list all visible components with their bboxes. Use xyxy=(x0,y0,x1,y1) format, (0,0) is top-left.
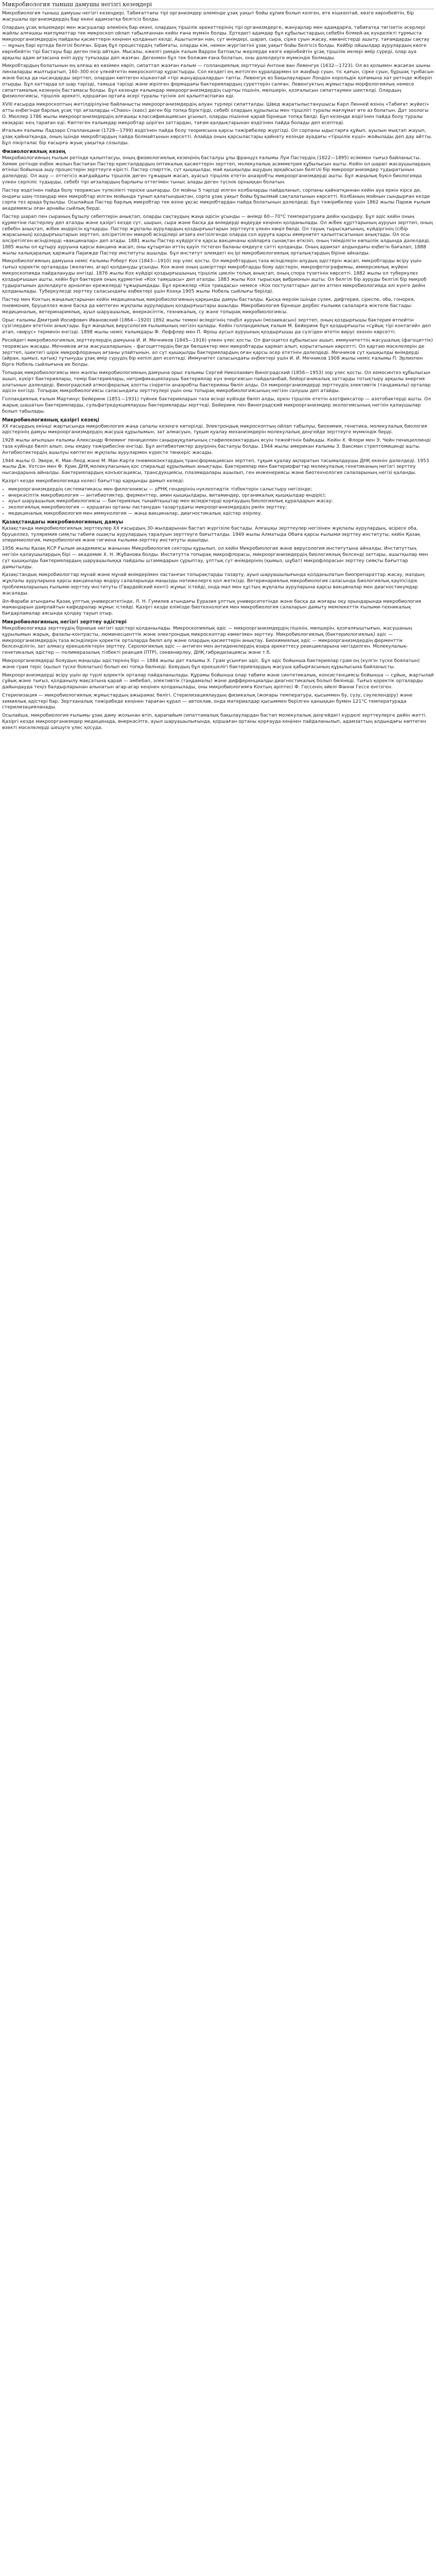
paragraph: Микроорганизмдерді өсіру үшін әр түрлі қоректік орталар пайдаланылады. Құрамы бойынша олар табиғи және синтетикалық, консистенциясы бойынша — сұйық, жартылай сұйық және тығыз, қолданылу мақсатына қарай — әмбебап, элективтік (таңдамалы) және дифференциалды-диагностикалық болып бөлінеді. Тығыз қоректік орталарды дайындауда теңіз балдырларынан алынатын агар-агар кеңінен қолданылады, оны микробиологияға Кохтың әріптесі Ф. Гессенің әйелі Фанни Гессе енгізген. xyxy=(2,672,434,690)
paragraph: 1956 жылы Қазақ КСР Ғылым академиясы жанынан Микробиология секторы құрылып, ол кейін Микробиология және вирусология институтына айналды. Институттың негізін қалаушылардың бірі — академик Х. Н. Жұбанова болды. Институтта топырақ микрофлорасы, микроорганизмдердің биологиялық белсенді заттары, ашытқылар мен сүт қышқылды бактериялардың шаруашылыққа пайдалы штаммдарын сұрыптау, ұлттық сүт өнімдерінің (қымыз, шұбат) микрофлорасын зерттеу сияқты бағыттар дамытылды. xyxy=(2,546,428,570)
paragraph: Топырақ микробиологиясы мен жалпы микробиологияның дамуына орыс ғалымы Сергей Николаевич Виноградский (1856—1953) зор үлес қосты. Ол хемосинтез құбылысын ашып, күкірт бактериялары, темір бактериялары, нитрификациялаушы бактериялар күн энергиясын пайдаланбай, бейорганикалық заттарды тотықтыру арқылы энергия алатынын дәлелдеді. Виноградский атмосфералық азотты сіңіретін анаэробты бактерияны бөліп алды. Ол микроорганизмдерді зерттеудің элективтік (таңдамалы) орталар әдісін енгізді. Топырақ микробиологиясы саласындағы зерттеулері үшін оны топырақ микробиологиясының негізін салушы деп атайды. xyxy=(2,370,431,394)
paragraph: Орыс ғалымы Дмитрий Иосифович Ивановский (1864—1920) 1892 жылы темекі өсімдігінің теңбіл ауруын (мозаикасын) зерттеп, оның қоздырғышы бактерия өтпейтін сүзгілерден өтетінін анықтады. Бұл жаңалық вирусология ғылымының негізін қалады. Кейін голландиялық ғалым М. Бейеринк бұл қоздырғышты «сұйық тірі контагий» деп атап, «вирус» терминін енгізді. 1898 жылы неміс ғалымдары Ф. Леффлер мен П. Фрош аусыл ауруының қоздырғышы да сүзгіден өтетін вирус екенін көрсетті. xyxy=(2,317,431,335)
paragraph: 1928 жылы ағылшын ғалымы Александр Флеминг пенициллин саңырауқұлағының стафилококктардың өсуін тежейтінін байқады. Кейін Х. Флори мен Э. Чейн пенициллинді таза күйінде бөліп алып, оны емдеу тәжірибесіне енгізді. Бұл антибиотиктер дәуірінің басталуы болды. 1944 жылы американ ғалымы З. Ваксман стрептомицинді ашты. Антибиотиктердің ашылуы көптеген жұқпалы аурулармен күресте төңкеріс жасады. xyxy=(2,438,431,455)
section-heading: Физиологиялық кезең xyxy=(2,148,66,155)
paragraph: 1944 жылы О. Эвери, К. Мак-Леод және М. Мак-Карти пневмококктардың трансформациясын зерттеп, тұқым қуалау ақпаратын тасымалдаушы ДНҚ екенін дәлелдеді. 1953 жылы Дж. Уотсон мен Ф. Крик ДНҚ молекуласының қос спиральді құрылымын анықтады. Бактериялар мен бактериофагтар молекулалық генетиканың негізгі зерттеу нысандарына айналды. Бактериялардың конъюгациясы, трансдукциясы, плазмидалары ашылып, ген инженериясы және биотехнология салаларының негізі қаланды. xyxy=(2,458,429,476)
paragraph: Микробиологияда зерттеудің бірнеше негізгі әдістері қолданылады. Микроскопиялық әдіс — микроорганизмдердің пішінін, мөлшерін, қозғалғыштығын, жасушаның құрылымын жарық, фазалы-контрасты, люминесценттік және электрондық микроскоптар көмегімен зерттеу. Микробиологиялық (бактериологиялық) әдіс — микроорганизмдердің таза өсінділерін қоректік орталарда бөліп алу және олардың қасиеттерін анықтау. Биохимиялық әдіс — микроорганизмдердің ферменттік белсенділігін, зат алмасу ерекшеліктерін зерттеу. Серологиялық әдіс — антиген мен антиденелердің өзара әрекеттесу реакцияларына негізделген. Молекулалық-генетикалық әдістер — полимеразалық тізбекті реакция (ПТР), секвенирлеу, ДНҚ гибридизациясы және т.б. xyxy=(2,625,412,656)
section-heading: Микробиологияның негізгі зерттеу әдістері xyxy=(2,619,127,625)
paragraph: Қазақстанда микробиологиялық зерттеулер XX ғасырдың 30-жылдарынан бастап жүргізіле бастады. Алғашқы зерттеулер негізінен жұқпалы аурулардың, әсіресе оба, бруцеллез, туляремия сияқты табиғи ошақты аурулардың таралуын зерттеуге бағытталды. 1949 жылы Алматыда Обаға қарсы ғылыми-зерттеу институты, кейін Қазақ эпидемиология, микробиология және гигиена ғылыми-зерттеу институты ашылды. xyxy=(2,526,421,544)
article-body xyxy=(2,11,434,732)
paragraph: Осылайша, микробиология ғылымы ұзақ даму жолынан өтіп, қарапайым сипаттамалық бақылаулардан бастап молекулалық деңгейдегі күрделі зерттеулерге дейін жетті. Қазіргі кезде микроорганизмдер медицинада, өнеркәсіпте, ауыл шаруашылығында, қоршаған ортаны қорғауда кеңінен пайдаланылып, адамзаттың алдындағы көптеген өзекті мәселелерді шешуге үлес қосуда. xyxy=(2,713,427,731)
list-item: • медициналық микробиология мен иммунология — жаңа вакциналар, диагностикалық әдістер әзірлеу. xyxy=(8,511,434,517)
paragraph: Микробтардың болатынын ең алғаш өз көзімен көріп, сипаттап жазған ғалым — голландиялық зерттеуші Антони ван Левенгук (1632—1723). Ол өз қолымен жасаған шыны линзаларды жылтыратып, 160–300 есе үлкейтетін микроскоптар құрастырды. Сол кездегі ең жетілген құралдармен ол жаңбыр суын, тіс қағын, сірке суын, бұршақ тұнбасын және басқа да нысандарды зерттеп, олардан көптеген кішкентай «тірі жануаршаларды» тапты. Левенгук өз бақылауларын Лондон корольдік қоғамына хат ретінде жіберіп отырды. Бұл хаттарда ол шар тәрізді, таяқша тәрізді және иірілген формадағы бактериялардың суреттерін салған. Левенгуктың жұмыстары морфологиялық немесе сипаттамалық кезеңнің бастамасы болды. Бұл кезеңде ғалымдар микроорганизмдердің сыртқы пішінін, мөлшерін, қозғалысын сипаттаумен шектелді. Олардың физиологиясы, тіршілік әрекеті, қоршаған ортаға әсері туралы түсінік әлі қалыптаспаған еді. xyxy=(2,63,434,99)
paragraph: Микроорганизмдерді бояудың маңызды әдістерінің бірі — 1884 жылы дат ғалымы Х. Грам ұсынған әдіс. Бұл әдіс бойынша бактериялар грам оң (күлгін түске боялатын) және грам теріс (қызыл түске боялатын) болып екі топқа бөлінеді. Бояудың бұл ерекшелігі бактериялардың жасуша қабырғасының құрылысына байланысты. xyxy=(2,658,420,670)
article xyxy=(0,0,436,737)
list-item: • экологиялық микробиология — қоршаған ортаны ластанудан тазартудағы микроорганизмдердің рөлін зерттеу; xyxy=(8,505,434,511)
paragraph: Ресейдегі микробиологиялық зерттеулердің дамуына И. И. Мечников (1845—1916) үлкен үлес қосты. Ол фагоцитоз құбылысын ашып, иммунитеттің жасушалық (фагоциттік) теориясын жасады. Мечников ағза жасушаларының – фагоциттердің бөгде бөлшектер мен микробтарды қармап алып, қорытатынын көрсетті. Ол қартаю мәселелерін де зерттеп, ішектегі шірік микрофлораның ағзаны улайтынын, ал сүт қышқылды бактериялардың оған қарсы әсер ететінін дәлелдеді. Мечников сүт қышқылды өнімдерді (айран, қымыз, қатық) тұтынуды ұзақ өмір сүрудің бір кепілі деп есептеді. Иммунитет саласындағы еңбектері үшін И. И. Мечников 1908 жылы неміс ғалымы П. Эрлихпен бірге Нобель сыйлығына ие болды. xyxy=(2,338,433,368)
section-heading: Қазақстандағы микробиологияның дамуы xyxy=(2,519,124,525)
paragraph: Қазақстандық микробиологтар мұнай және мұнай өнімдерімен ластанған топырақтарды тазарту, ауыл шаруашылығында қолданылатын биопрепараттар жасау, малдың жұқпалы ауруларына қарсы вакциналар өндіру салаларында маңызды нәтижелерге қол жеткізді. Ветеринариялық микробиология саласында Биологиялық қауіпсіздік проблемаларының ғылыми-зерттеу институты (Гвардейский кенті) жұмыс істейді, онда мал мен құстың жұқпалы ауруларына қарсы вакциналар мен диагностикумдар жасалады. xyxy=(2,572,425,596)
paragraph: XVIII ғасырда микроскоптың жетілдірілуіне байланысты микроорганизмдердің алуан түрлері сипатталды. Швед жаратылыстанушысы Карл Линней өзінің «Табиғат жүйесі» атты еңбегінде барлық ұсақ тірі ағзаларды «Chaos» (хаос) деген бір топқа біріктірді, себебі олардың құрылысы мен тіршілігі туралы мағлұмат өте аз болатын. Дат зоологы О. Мюллер 1786 жылы микроорганизмдердің алғашқы классификациясын ұсынып, оларды пішініне қарай бірнеше топқа бөлді. Бұл кезеңде өздігінен пайда болу туралы көзқарас кең тараған еді. Көптеген ғалымдар микробтар шіріген заттардан, тағам қалдықтарынан өздігінен пайда болады деп есептеді. xyxy=(2,102,429,126)
paragraph: Пастер шарап пен сыраның бұзылу себептерін анықтап, оларды сақтаудың жаңа әдісін ұсынды — өнімді 60—70°С температураға дейін қыздыру. Бұл әдіс кейін оның құрметіне пастерлеу деп аталды және қазіргі кезде сүт, шырын, сыра және басқа да өнімдерді өңдеуде кеңінен қолданылады. Ол жібек құрттарының ауруын зерттеп, оның себебін анықтап, жібек өндірісін құтқарды. Пастер жұқпалы аурулардың қоздырғыштарын зерттеуге үлкен көңіл бөлді. Ол тауық тырысқағының, күйдіргінің (сібір жарасының) қоздырғыштарын зерттеп, әлсіретілген микроб өсінділері ағзаға енгізілгенде оларда сол ауруға қарсы иммунитет қалыптасатынын анықтады. Ол осы әлсіретілген өсінділерді «вакциналар» деп атады. 1881 жылы Пастер күйдіргіге қарсы вакцинаны қойларға сынақтан өткізіп, оның тиімділігін көпшілік алдында дәлелдеді. 1885 жылы ол құтыру ауруына қарсы вакцина жасап, оны құтырған иттің қауіп тістеген баланы емдеуге сәтті қолданды. Оның адамзат алдындағы еңбегін бағалап, 1888 жылы халықаралық қаржыға Парижде Пастер институты ашылды. Бұл институт әлемдегі ең ірі микробиологиялық орталықтардың біріне айналды. xyxy=(2,214,433,256)
bullet-list xyxy=(2,487,434,517)
list-item: • микроорганизмдердің систематикасы мен филогениясы — рРНҚ гендерінің нуклеотидтік тізбектерін салыстыру негізінде; xyxy=(8,487,434,493)
paragraph: Пастер мен Кохтың жаңалықтарынан кейін медициналық микробиологияның қарқынды дамуы басталды. Қысқа мерзім ішінде сүзек, дифтерия, сіреспе, оба, гонорея, пневмония, бруцеллез және басқа да көптеген жұқпалы аурулардың қоздырғыштары ашылды. Микробиология бірнеше дербес ғылыми салаларға жіктеле бастады: медициналық, ветеринариялық, ауыл шаруашылық, өнеркәсіптік, техникалық, су және топырақ микробиологиясы. xyxy=(2,297,415,315)
paragraph: Голландиялық ғалым Мартинус Бейеринк (1851—1931) түйнек бактерияларын таза өсінді күйінде бөліп алды, еркін тіршілік ететін азотфиксатор — азотобактерді ашты. Ол жарық шашатын бактерияларды, сульфатредукциялаушы бактерияларды зерттеді. Бейеринк пен Виноградский микроорганизмдер экологиясының негізін қалаушылар болып табылады. xyxy=(2,397,431,414)
paragraph: Әл-Фараби атындағы Қазақ ұлттық университетінде, Л. Н. Гумилев атындағы Еуразия ұлттық университетінде және басқа да жоғары оқу орындарында микробиология мамандарын даярлайтын кафедралар жұмыс істейді. Қазіргі кезде елімізде биотехнология мен микробиология салаларын дамыту мемлекеттік ғылыми-техникалық бағдарламалар аясында қолдау тауып отыр. xyxy=(2,599,421,617)
paragraph: Итальян ғалымы Ладзаро Спалланцани (1729—1799) өздігінен пайда болу теориясына қарсы тәжірибелер жүргізді. Ол сорпаны ыдыстарға құйып, ауызын мықтап жауып, ұзақ қайнатқанда, оның ішінде микробтардың пайда болмайтынын көрсетті. Алайда оның қарсыластары қайнату кезінде ауадағы «тіршілік күші» жойылады деп дау айтты. Бұл пікірталас бір ғасырға жуық уақытқа созылды. xyxy=(2,128,432,146)
paragraph: Стерилизация — микробиологиялық жұмыстардың ажырамас бөлігі. Стерилизациялаудың физикалық (жоғары температура, қысыммен бу, сүзу, сәулелендіру) және химиялық әдістері бар. Зертханалық тәжірибеде кеңінен тараған құрал — автоклав, онда материалдар қысыммен берілген қаныққан бумен 121°С температурада стерилизацияланады. xyxy=(2,692,413,710)
list-item: • өнеркәсіптік микробиология — антибиотиктер, ферменттер, амин қышқылдары, витаминдер, органикалық қышқылдар өндірісі; xyxy=(8,493,434,499)
paragraph: Микробиологияның ғылым ретінде қалыптасуы, оның физиологиялық кезеңінің басталуы ұлы француз ғалымы Луи Пастердің (1822—1895) есімімен тығыз байланысты. Химик ретінде еңбек жолын бастаған Пастер кристалдардың оптикалық қасиеттерін зерттеп, молекулалық асимметрия құбылысын ашты. Кейін ол шарап жасаушылардың өтініші бойынша ашу процестерін зерттеуге кірісті. Пастер спирттік, сүт қышқылды, май қышқылды ашудың әрқайсысын белгілі бір микроорганизмдер тудыратынын дәлелдеді. Ол ашу — оттегісіз жағдайдағы тіршілік деген тұжырым жасап, ауасыз тіршілік ететін анаэробты микроорганизмдерді ашты. Бұл жаңалық бүкіл биологияда үлкен серпіліс тудырды, себебі тірі ағзалардың барлығы оттегімен тыныс алады деген түсінік орныққан болатын. xyxy=(2,155,431,185)
paragraph: Микробиология тыныш дамушы негізгі кезеңдері. Табиғаттағы тірі организмдер әлемінде ұзақ уақыт бойы құпия болып келген, өте кішкентай, көзге көрінбейтін, бір жасушалы организмдердің бар екені адамзатқа белгісіз болды. xyxy=(2,11,414,22)
paragraph: Микробиологияның дамуына неміс ғалымы Роберт Кох (1843—1910) зор үлес қосты. Ол микробтардың таза өсінділерін алудың әдістерін жасап, микробтарды өсіру үшін тығыз қоректік орталарды (желатин, агар) қолдануды ұсынды. Кох және оның шәкірттері микробтарды бояу әдістерін, микрофотографияны, иммерсиялық жүйені микроскопияда пайдалануды енгізді. 1876 жылы Кох күйдірі қоздырғышының тіршілік циклін толық анықтап, оның спора түзетінін көрсетті. 1882 жылы ол туберкулез қоздырғышын ашты, кейін бұл бактерия оның құрметіне «Кох таяқшасы» деп аталды. 1883 жылы Кох тырысқақ вибрионын ашты. Ол белгілі бір ауруды белгілі бір микроб тудыратынын дәлелдеуге арналған ережелерді тұжырымдады. Бұл ережелер «Кох триадасы» немесе «Кох постулаттары» деген атпен микробиологияда әлі күнге дейін қолданылады. Туберкулезді зерттеу саласындағы еңбектері үшін Кохқа 1905 жылы Нобель сыйлығы берілді. xyxy=(2,259,427,295)
list-item: • ауыл шаруашылық микробиологиясы — бактериялық тыңайтқыштар мен өсімдіктерді қорғаудың биологиялық құралдарын жасау; xyxy=(8,499,434,505)
paragraph: ХХ ғасырдың екінші жартысында микробиология жаңа сапалы кезеңге көтерілді. Электрондық микроскоптың ойлап табылуы, биохимия, генетика, молекулалық биология әдістерінің дамуы микроорганизмдердің жасуша құрылымын, зат алмасуын, тұқым қуалау механизмдерін молекулалық деңгейде зерттеуге мүмкіндік берді. xyxy=(2,423,427,435)
section-heading: Микробиологияның қазіргі кезеңі xyxy=(2,417,99,423)
page-title: Микробиология тыныш дамушы негізгі кезеңдері xyxy=(2,1,434,9)
paragraph: Қазіргі кезде микробиологияда келесі бағыттар қарқынды дамып келеді: xyxy=(2,478,184,484)
paragraph: Пастер өздігінен пайда болу теориясын түпкілікті теріске шығарды. Ол мойны S тәрізді иілген колбаларды пайдаланып, сорпаны қайнатқаннан кейін ауа еркін кірсе де, ондағы шаң-тозаңдар мен микробтар иілген мойында тұнып қалатындықтан, сорпа ұзақ уақыт бойы бұзылмай сақталатынын көрсетті. Колбаның мойнын сындырған кезде сорпа тез арада бұзылды. Осылайша Пастер барлық микробтар тек өзіне ұқсас микробтардан пайда болатынын дәлелдеді. Бұл тәжірибелер үшін 1862 жылы Париж ғылым академиясы оған арнайы сыйлық берді. xyxy=(2,188,430,212)
paragraph: Олардың ұсақ өлшемдері мен жасушалар әлемінің бар екені, олардың тіршілік әрекеттерінің тірі организмдерге, жануарлар мен адамдарға, табиғатқа тигізетін әсерлері жайлы алғашқы мағлұматтар тек микроскоп ойлап табылғаннан кейін ғана мүмкін болды. Ертедегі адамдар бұл құбылыстардың себебін білмей-ақ күнделікті тұрмыста микроорганизмдердің пайдалы қасиеттерін кеңінен қолданып келді. Ашытылған нан, сүт өнімдері, шарап, сыра, сірке суын жасау, көкөністерді ашыту, тағамдарды сақтау — мұның бәрі ертеде белгілі болған. Бірақ бұл процестердің табиғаты, оларды кім, немен жүргізетіні ұзақ уақыт бойы белгісіз болды. Кейбір ойшылдар аурулардың көзге көрінбейтін тірі бастауы бар деген пікір айтқан. Мысалы, ежелгі римдік ғалым Варрон батпақты жерлерде көзге көрінбейтін ұсақ тіршілік иелері өмір сүреді, олар ауа арқылы адам ағзасына еніп ауру туғызады деп жазған. Дегенмен бұл тек болжам ғана болатын, оны дәлелдеуге мүмкіндік болмады. xyxy=(2,25,430,61)
